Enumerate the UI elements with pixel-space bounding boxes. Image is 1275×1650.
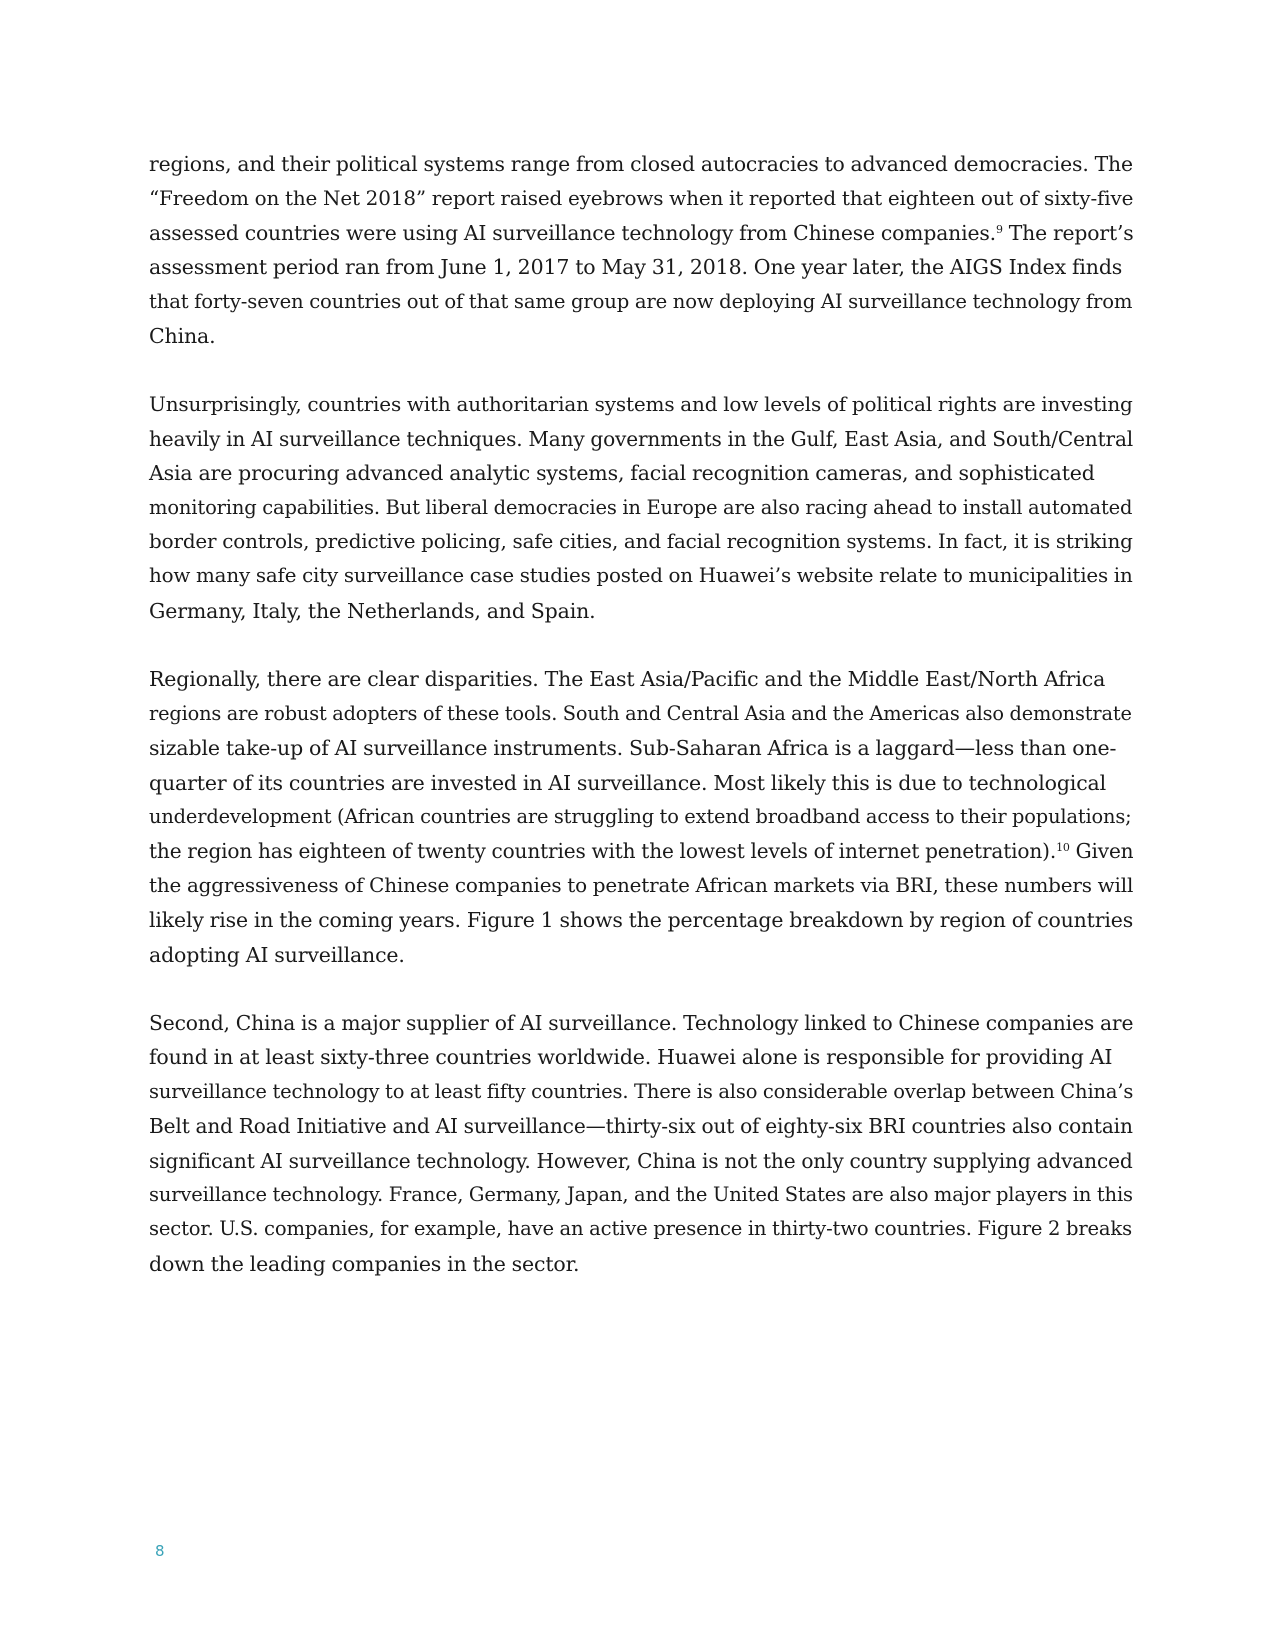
text-line: regions are robust adopters of these tools. South and Central Asia and the Americas also demonstrate [149, 701, 1132, 725]
text-line: China. [149, 324, 216, 349]
text-line: that forty-seven countries out of that same group are now deploying AI surveillance technology from [149, 289, 1133, 313]
footnote-reference[interactable]: 9 [995, 222, 1003, 236]
paragraph [149, 387, 1134, 628]
paragraph [149, 147, 1134, 353]
text-line: underdevelopment (African countries are struggling to extend broadband access to their populations; [149, 804, 1132, 828]
text-line: border controls, predictive policing, safe cities, and facial recognition systems. In fact, it is striking [149, 530, 1133, 554]
text-line [149, 216, 1134, 250]
text-line: significant AI surveillance technology. However, China is not the only country supplying advanced [149, 1148, 1133, 1173]
text-line: Second, China is a major supplier of AI surveillance. Technology linked to Chinese companies are [149, 1010, 1134, 1035]
paragraph [149, 662, 1134, 972]
text-line: Regionally, there are clear disparities. The East Asia/Pacific and the Middle East/North Africa [149, 667, 1106, 692]
text-line: Germany, Italy, the Netherlands, and Spain. [149, 598, 596, 623]
text-line: how many safe city surveillance case studies posted on Huawei’s website relate to municipalities in [149, 564, 1133, 588]
footnote-reference[interactable]: 10 [1056, 841, 1070, 855]
text-segment: The report’s [1002, 220, 1134, 245]
text-line: sector. U.S. companies, for example, have an active presence in thirty-two countries. Figure 2 breaks [149, 1217, 1133, 1241]
text-line: Asia are procuring advanced analytic systems, facial recognition cameras, and sophisticated [149, 461, 1095, 486]
text-line: “Freedom on the Net 2018” report raised eyebrows when it reported that eighteen out of sixty-five [149, 186, 1134, 211]
text-line: regions, and their political systems range from closed autocracies to advanced democracies. The [149, 152, 1133, 176]
text-line [149, 834, 1134, 868]
body-text [149, 147, 1134, 1315]
text-line: heavily in AI surveillance techniques. Many governments in the Gulf, East Asia, and South/Central [149, 426, 1134, 451]
text-line: quarter of its countries are invested in AI surveillance. Most likely this is due to technological [149, 770, 1107, 795]
text-line: Unsurprisingly, countries with authoritarian systems and low levels of political rights are investing [149, 392, 1133, 417]
text-segment: the region has eighteen of twenty countries with the lowest levels of internet penetration). [149, 839, 1057, 864]
text-line: sizable take-up of AI surveillance instruments. Sub-Saharan Africa is a laggard—less than one- [149, 736, 1117, 761]
text-line: assessment period ran from June 1, 2017 to May 31, 2018. One year later, the AIGS Index finds [149, 255, 1123, 280]
page-number: 8 [155, 1542, 165, 1560]
text-line: monitoring capabilities. But liberal democracies in Europe are also racing ahead to install automated [149, 495, 1133, 519]
text-segment: Given [1069, 839, 1134, 864]
text-line: surveillance technology to at least fifty countries. There is also considerable overlap between China’s [149, 1079, 1134, 1103]
text-line: surveillance technology. France, Germany, Japan, and the United States are also major players in this [149, 1182, 1133, 1206]
text-line: adopting AI surveillance. [149, 942, 405, 967]
text-line: found in at least sixty-three countries worldwide. Huawei alone is responsible for providing AI [149, 1045, 1113, 1070]
text-line: the aggressiveness of Chinese companies to penetrate African markets via BRI, these numbers will [149, 873, 1134, 897]
text-line: likely rise in the coming years. Figure 1 shows the percentage breakdown by region of countries [149, 908, 1134, 933]
paragraph [149, 1006, 1134, 1281]
text-line: Belt and Road Initiative and AI surveillance—thirty-six out of eighty-six BRI countries also contain [149, 1114, 1133, 1139]
text-line: down the leading companies in the sector. [149, 1251, 580, 1276]
text-segment: assessed countries were using AI surveillance technology from Chinese companies. [149, 220, 996, 245]
